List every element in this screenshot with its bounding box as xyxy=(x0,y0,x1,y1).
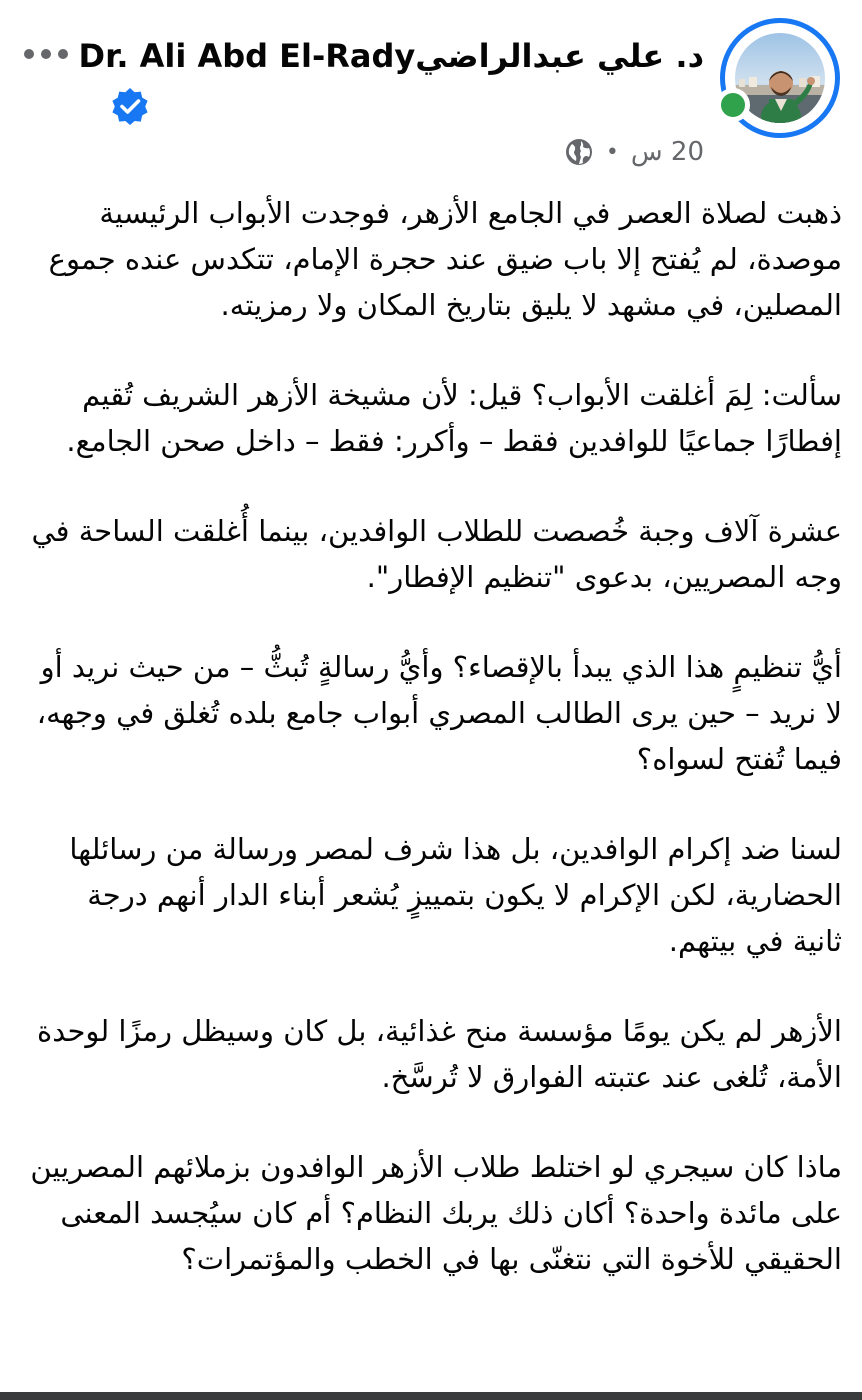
meta-separator: • xyxy=(605,139,619,165)
verified-badge-icon xyxy=(110,86,150,126)
bottom-edge-bar xyxy=(0,1392,862,1400)
online-status-dot xyxy=(716,88,750,122)
post-timestamp[interactable]: 20 س xyxy=(630,137,704,167)
globe-icon[interactable] xyxy=(564,137,594,167)
post-paragraph: الأزهر لم يكن يومًا مؤسسة منح غذائية، بل كان وسيظل رمزًا لوحدة الأمة، تُلغى عند عتبته الفوارق لا تُرسَّخ. xyxy=(37,1014,842,1094)
post-paragraph: عشرة آلاف وجبة خُصصت للطلاب الوافدين، بينما أُغلقت الساحة في وجه المصريين، بدعوى "تنظيم الإفطار". xyxy=(31,514,842,594)
post-paragraph: سألت: لِمَ أغلقت الأبواب؟ قيل: لأن مشيخة الأزهر الشريف تُقيم إفطارًا جماعيًا للوافدين فقط – وأكرر: فقط – داخل صحن الجامع. xyxy=(66,378,842,458)
more-options-icon[interactable] xyxy=(22,42,70,66)
post-paragraph: ماذا كان سيجري لو اختلط طلاب الأزهر الوافدون بزملائهم المصريين على مائدة واحدة؟ أكان ذلك يربك النظام؟ أم كان سيُجسد المعنى الحقيقي للأخوة التي نتغنّى بها في الخطب والمؤتمرات؟ xyxy=(30,1150,842,1276)
post-body xyxy=(30,190,842,1326)
post-paragraph: لسنا ضد إكرام الوافدين، بل هذا شرف لمصر ورسالة من رسائلها الحضارية، لكن الإكرام لا يكون بتمييزٍ يُشعر أبناء الدار أنهم درجة ثانية في بيتهم. xyxy=(69,832,842,958)
post-paragraph: أيُّ تنظيمٍ هذا الذي يبدأ بالإقصاء؟ وأيُّ رسالةٍ تُبثُّ – من حيث نريد أو لا نريد – حين يرى الطالب المصري أبواب جامع بلده تُغلق في وجهه، فيما تُفتح لسواه؟ xyxy=(36,650,842,776)
post-paragraph: ذهبت لصلاة العصر في الجامع الأزهر، فوجدت الأبواب الرئيسية موصدة، لم يُفتح إلا باب ضيق عند حجرة الإمام، تتكدس عنده جموع المصلين، في مشهد لا يليق بتاريخ المكان ولا رمزيته. xyxy=(48,196,842,322)
post-header xyxy=(0,0,862,180)
author-name[interactable]: د. علي عبدالراضيDr. Ali Abd El-Rady xyxy=(78,37,704,75)
post-meta xyxy=(564,132,704,172)
